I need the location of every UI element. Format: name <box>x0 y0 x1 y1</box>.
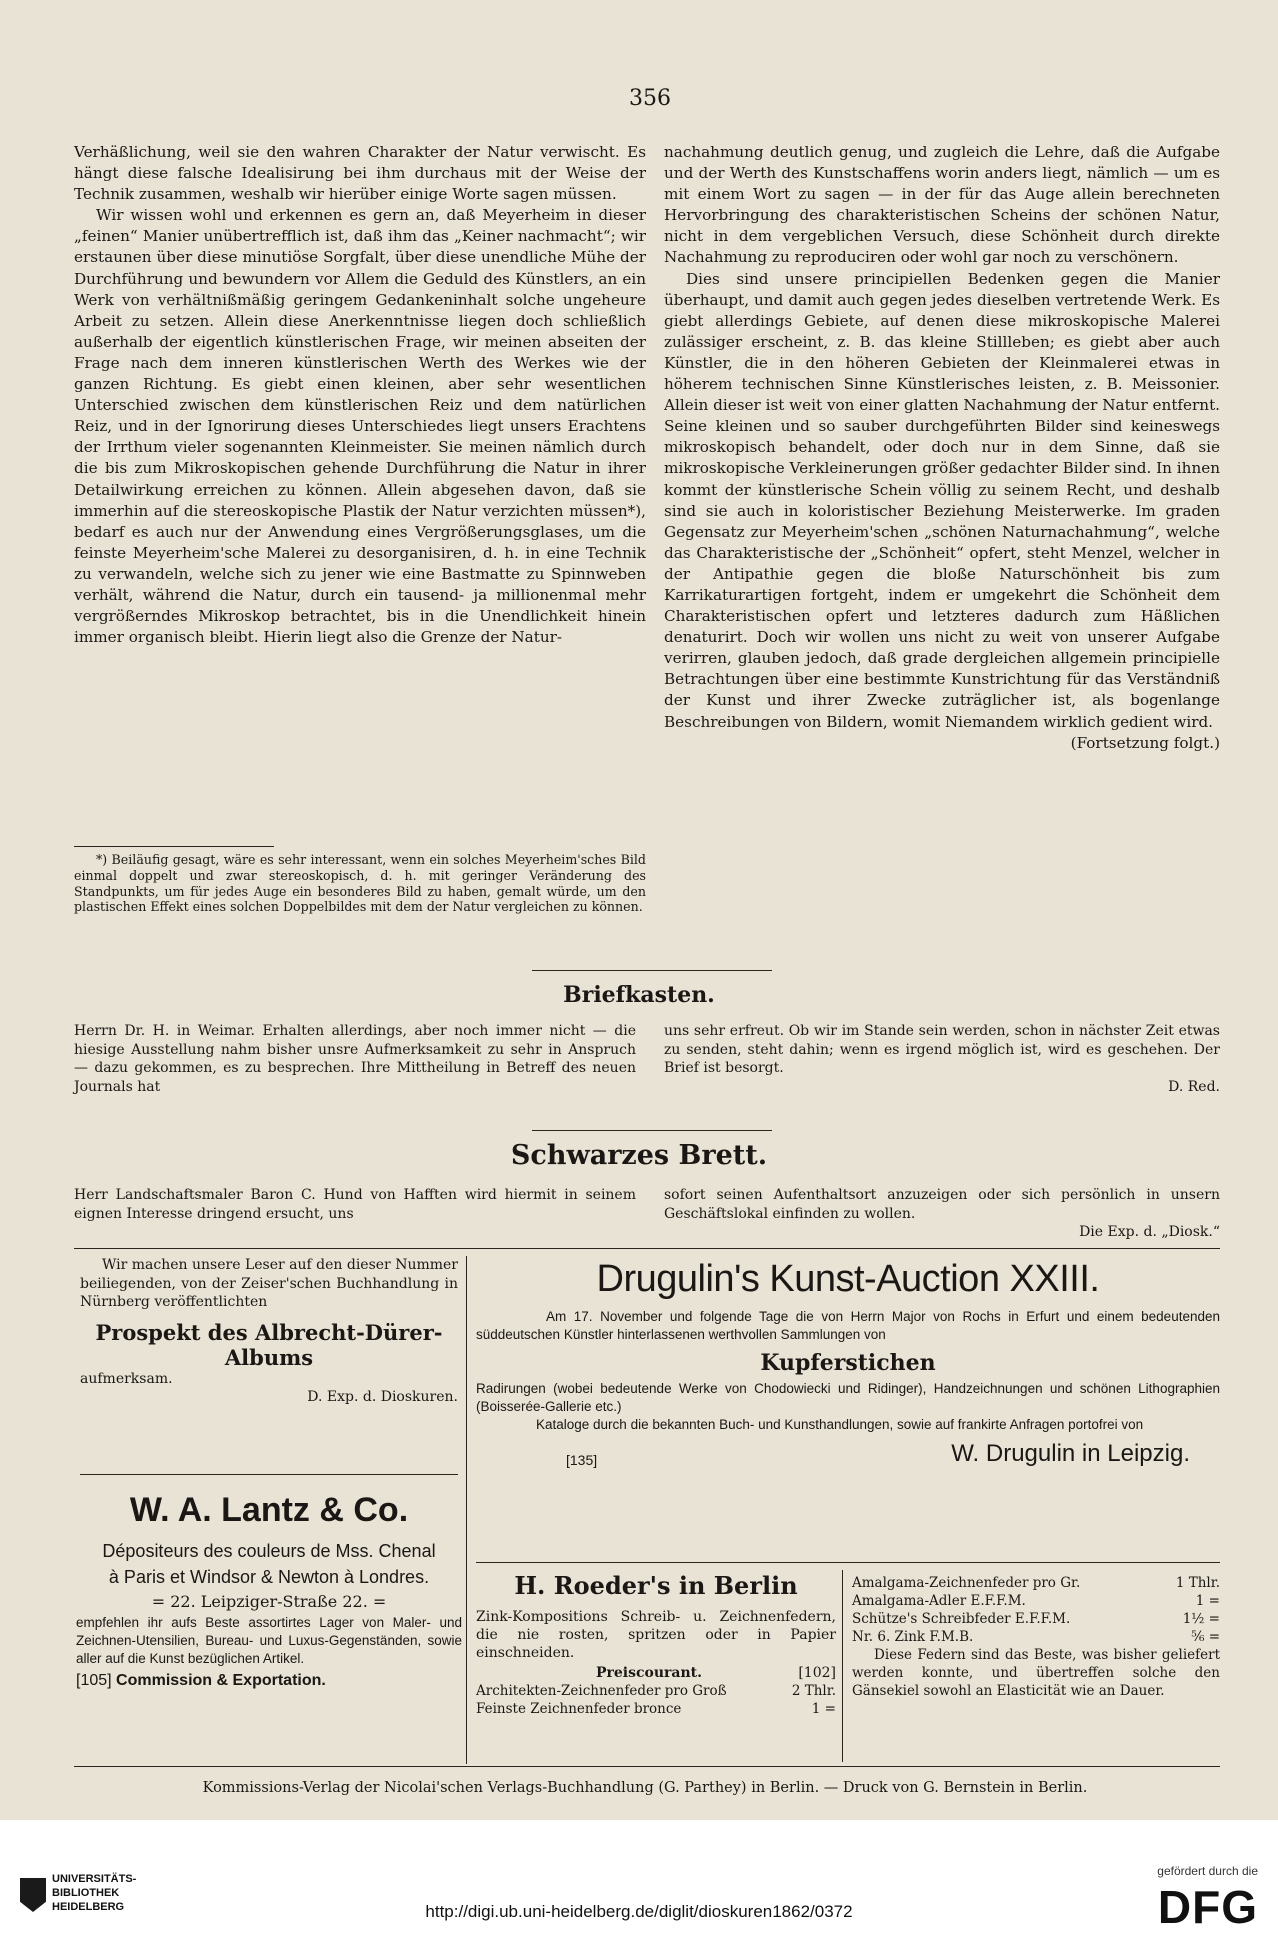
section-rule-2 <box>532 1130 772 1131</box>
briefkasten-left <box>74 1022 636 1096</box>
ad-roeder-row-3 <box>852 1592 1220 1610</box>
ad-roeder-row-4 <box>852 1610 1220 1628</box>
ad-prospekt-end: aufmerksam. <box>80 1370 173 1387</box>
brett-right-text: sofort seinen Aufenthaltsort anzuzeigen oder sich persönlich in unsern Geschäftslokal einfinden zu wollen. <box>664 1187 1220 1222</box>
ad-roeder-title: H. Roeder's in Berlin <box>514 1571 798 1600</box>
sponsor-label: gefördert durch die <box>1157 1864 1258 1878</box>
ad-roeder-row-5 <box>852 1628 1220 1646</box>
ad-divider <box>80 1474 458 1475</box>
footnote <box>74 852 646 915</box>
ad-roeder-row-2 <box>852 1574 1220 1592</box>
ad-roeder-row-1 <box>476 1700 836 1718</box>
ad-lantz-line-2: à Paris et Windsor & Newton à Londres. <box>108 1567 430 1587</box>
ad-drugulin-text-1: Am 17. November und folgende Tage die von Herrn Major von Rochs in Erfurt und einem bedeutenden süddeutschen Künstler hinterlassenen werthvollen Sammlungen von <box>476 1309 1220 1342</box>
row-value: 1½ = <box>1182 1611 1220 1627</box>
ad-lantz-name: W. A. Lantz & Co. <box>129 1491 409 1529</box>
footnote-rule <box>74 846 274 847</box>
row-value: ⅚ = <box>1191 1629 1220 1645</box>
row-value: 1 = <box>1195 1593 1220 1609</box>
ad-roeder-price-title: Preiscourant. <box>596 1665 703 1681</box>
ad-prospekt-title: Prospekt des Albrecht-Dürer- <box>95 1319 443 1345</box>
schwarzes-brett-heading: Schwarzes Brett. <box>510 1140 768 1171</box>
right-paragraph-1: nachahmung deutlich genug, und zugleich die Lehre, daß die Aufgabe und der Werth des Kunstschaffens worin anders liegt, nämlich — um es mit einem Wort zu sagen — in der für das Auge allein berechneten Hervorbringung des charakteristischen Scheins der schönen Natur, nicht in dem vergeblichen Versuch, diese Schönheit durch direkte Nachahmung zu reproduciren oder wohl gar noch zu verschönern. <box>664 143 1220 267</box>
row-label: Amalgama-Adler E.F.F.M. <box>852 1593 1026 1609</box>
briefkasten-heading: Briefkasten. <box>563 982 715 1008</box>
ad-lantz-number: [105] <box>76 1672 112 1689</box>
source-url[interactable]: http://digi.ub.uni-heidelberg.de/diglit/dioskuren1862/0372 <box>425 1902 853 1921</box>
ad-roeder-end: Diese Federn sind das Beste, was bisher geliefert werden konnte, und übertreffen solche den Gänsekiel sowohl an Elasticität wie an Dauer. <box>852 1647 1220 1699</box>
brett-left-text: Herr Landschaftsmaler Baron C. Hund von Hafften wird hiermit in seinem eignen Interesse dringend ersucht, uns <box>74 1187 636 1222</box>
ad-roeder-text: Zink-Kompositions Schreib- u. Zeichnenfedern, die nie rosten, spritzen oder in Papier einschneiden. <box>476 1609 836 1661</box>
viewer-footer <box>0 1820 1278 1940</box>
page-footer: Kommissions-Verlag der Nicolai'schen Verlags-Buchhandlung (G. Parthey) in Berlin. — Druck von G. Bernstein in Berlin. <box>202 1780 1088 1796</box>
briefkasten-right <box>664 1022 1220 1096</box>
ad-drugulin-text-2: Radirungen (wobei bedeutende Werke von Chodowiecki und Ridinger), Handzeichnungen und schönen Lithographien (Boisserée-Gallerie etc.) <box>476 1381 1220 1414</box>
ads-vertical-rule <box>466 1256 467 1764</box>
ad-roeder-top-rule <box>476 1562 1220 1563</box>
left-paragraph-2: Wir wissen wohl und erkennen es gern an, daß Meyerheim in dieser „feinen“ Manier unübertrefflich ist, daß ihm das „Keiner nachmacht“; wir erstaunen über diese minutiöse Sorgfalt, über diese unendliche Mühe der Durchführung und bewundern vor Allem die Geduld des Künstlers, an ein Werk von verhältnißmäßig geringem Gedankeninhalt solche ungeheure Arbeit zu setzen. Allein diese Anerkenntnisse liegen doch schließlich außerhalb der eigentlich künstlerischen Frage, wir meinen abseiten der Frage nach dem inneren künstlerischen Werth des Werkes wie der ganzen Richtung. Es giebt einen kleinen, aber sehr wesentlichen Unterschied zwischen dem künstlerischen Reiz und dem natürlichen Reiz, und in der Ignorirung dieses Unterschiedes liegt unsers Erachtens der Irrthum vieler sogenannten Kleinmeister. Sie meinen nämlich durch die bis zum Mikroskopischen gehende Durchführung die Natur in ihrer Detailwirkung erreichen zu können. Allein abgesehen davon, daß sie immerhin auf die stereoskopische Plastik der Natur verzichten müssen*), bedarf es auch nur der Anwendung eines Vergrößerungsglases, um die feinste Meyerheim'sche Malerei zu desorganisiren, d. h. in eine Technik zu verwandeln, welche sich zu jener wie eine Bastmatte zu Spinnweben verhält, während die Natur, durch ein tausend- ja millionenmal mehr vergrößerndes Mikroskop betrachtet, bis in die Unendlichkeit hinein immer organisch bleibt. Hierin liegt also die Grenze der Natur- <box>74 206 646 647</box>
ad-prospekt-text: Wir machen unsere Leser auf den dieser Nummer beiliegenden, von der Zeiser'schen Buchhandlung in Nürnberg veröffentlichten <box>80 1257 458 1310</box>
ad-prospekt-signature: D. Exp. d. Dioskuren. <box>307 1389 458 1405</box>
ad-lantz-address: = 22. Leipziger-Straße 22. = <box>151 1592 387 1611</box>
library-name-line-2: BIBLIOTHEK <box>52 1887 120 1899</box>
page-number: 356 <box>629 86 671 111</box>
ad-roeder-number: [102] <box>798 1665 836 1681</box>
ad-drugulin-number: [135] <box>566 1452 598 1468</box>
brett-right <box>664 1186 1220 1242</box>
row-label: Amalgama-Zeichnenfeder pro Gr. <box>852 1575 1081 1591</box>
ad-lantz-footer: Commission & Exportation. <box>116 1672 326 1689</box>
ad-drugulin-title: Drugulin's Kunst-Auction XXIII. <box>596 1258 1100 1300</box>
ad-roeder-right <box>852 1574 1220 1700</box>
brett-signature: Die Exp. d. „Diosk.“ <box>1079 1224 1220 1240</box>
dfg-logo: DFG <box>1157 1881 1258 1933</box>
left-paragraph-1: Verhäßlichung, weil sie den wahren Charakter der Natur verwischt. Es hängt diese falsche Idealisirung bei ihm durchaus mit der Weise der Technik zusammen, weshalb wir hierüber einige Worte sagen müssen. <box>74 143 646 204</box>
ads-top-rule <box>74 1248 1220 1249</box>
row-label: Architekten-Zeichnenfeder pro Groß <box>476 1683 727 1699</box>
brett-left <box>74 1186 636 1223</box>
row-value: 1 = <box>811 1701 836 1717</box>
ad-prospekt <box>80 1256 458 1407</box>
briefkasten-signature: D. Red. <box>1168 1078 1220 1095</box>
continued-note: (Fortsetzung folgt.) <box>1070 733 1220 752</box>
ads-bottom-rule <box>74 1766 1220 1767</box>
library-name-line-3: HEIDELBERG <box>52 1901 125 1913</box>
ad-roeder-row-0 <box>476 1682 836 1700</box>
briefkasten-left-text: Herrn Dr. H. in Weimar. Erhalten allerdings, aber noch immer nicht — die hiesige Ausstellung nahm bisher unsre Aufmerksamkeit zu sehr in Anspruch — dazu gekommen, es zu besprechen. Ihre Mittheilung in Betreff des neuen Journals hat <box>74 1023 636 1095</box>
ad-drugulin-signature: W. Drugulin in Leipzig. <box>951 1440 1190 1467</box>
row-value: 1 Thlr. <box>1175 1575 1220 1591</box>
ad-roeder-vertical-rule <box>842 1570 843 1762</box>
right-paragraph-2: Dies sind unsere principiellen Bedenken gegen die Manier überhaupt, und damit auch gegen jedes dieselben vertretende Werk. Es giebt allerdings Gebiete, auf denen diese mikroskopische Malerei zulässiger erscheint, z. B. das kleine Stillleben; es giebt aber auch Künstler, die in den höheren Gebieten der Kleinmalerei etwas in höherem technischen Sinne Künstlerisches leisten, z. B. Meissonier. Allein dieser ist weit von einer glatten Nachahmung der Natur entfernt. Seine kleinen und so sauber durchgeführten Bilder sind keineswegs mikroskopisch behandelt, oder doch nur in dem Sinne, daß sie mikroskopische Verkleinerungen größer gedachter Bilder sind. In ihnen kommt der künstlerische Schein völlig zu seinem Recht, und deshalb sind sie auch in koloristischer Beziehung Meisterwerke. Im graden Gegensatz zur Meyerheim'schen „schönen Naturnachahmung“, welche das Charakteristische der „Schönheit“ opfert, steht Menzel, welcher in der Antipathie gegen die bloße Naturschönheit bis zum Karrikaturartigen fortgeht, indem er umgekehrt die Schönheit dem Charakteristischen opfert und letzteres dadurch zum Häßlichen denaturirt. Doch wir wollen uns nicht zu weit von unserer Aufgabe verirren, glauben jedoch, daß grade dergleichen allgemein principielle Betrachtungen über eine bestimmte Kunstrichtung für das Verständniß der Kunst und ihrer Zwecke zuträglicher ist, als bogenlange Beschreibungen von Bildern, womit Niemandem wirklich gedient wird. <box>664 269 1220 731</box>
right-column <box>664 142 1220 754</box>
left-column <box>74 142 646 648</box>
library-name-line-1: UNIVERSITÄTS- <box>52 1873 137 1885</box>
ad-lantz <box>76 1490 462 1690</box>
footnote-text: *) Beiläufig gesagt, wäre es sehr interessant, wenn ein solches Meyerheim'sches Bild einmal doppelt und zwar stereoskopisch, d. h. mit geringer Veränderung des Standpunkts, um für jedes Auge ein besonderes Bild zu haben, gemalt würde, um den plastischen Effekt eines solchen Doppelbildes mit dem der Natur vergleichen zu können. <box>74 852 646 915</box>
ad-drugulin-kupferstichen: Kupferstichen <box>760 1350 936 1376</box>
row-label: Feinste Zeichnenfeder bronce <box>476 1701 682 1717</box>
ad-lantz-text: empfehlen ihr aufs Beste assortirtes Lager von Maler- und Zeichnen-Utensilien, Bureau- und Luxus-Gegenständen, sowie aller auf die Kunst bezüglichen Artikel. <box>76 1615 462 1666</box>
row-value: 2 Thlr. <box>791 1683 836 1699</box>
ad-roeder-left <box>476 1570 836 1718</box>
section-rule <box>532 970 772 971</box>
briefkasten-right-text: uns sehr erfreut. Ob wir im Stande sein werden, schon in nächster Zeit etwas zu senden, steht dahin; wenn es irgend möglich ist, wird es geschehen. Der Brief ist besorgt. <box>664 1023 1220 1076</box>
ad-drugulin-text-3: Kataloge durch die bekannten Buch- und Kunsthandlungen, sowie auf frankirte Anfragen portofrei von <box>536 1417 1144 1432</box>
ad-prospekt-title-2: Albums <box>224 1344 314 1370</box>
row-label: Schütze's Schreibfeder E.F.F.M. <box>852 1611 1071 1627</box>
row-label: Nr. 6. Zink F.M.B. <box>852 1629 974 1645</box>
ad-drugulin <box>476 1256 1220 1468</box>
ad-lantz-line-1: Dépositeurs des couleurs de Mss. Chenal <box>102 1541 436 1561</box>
